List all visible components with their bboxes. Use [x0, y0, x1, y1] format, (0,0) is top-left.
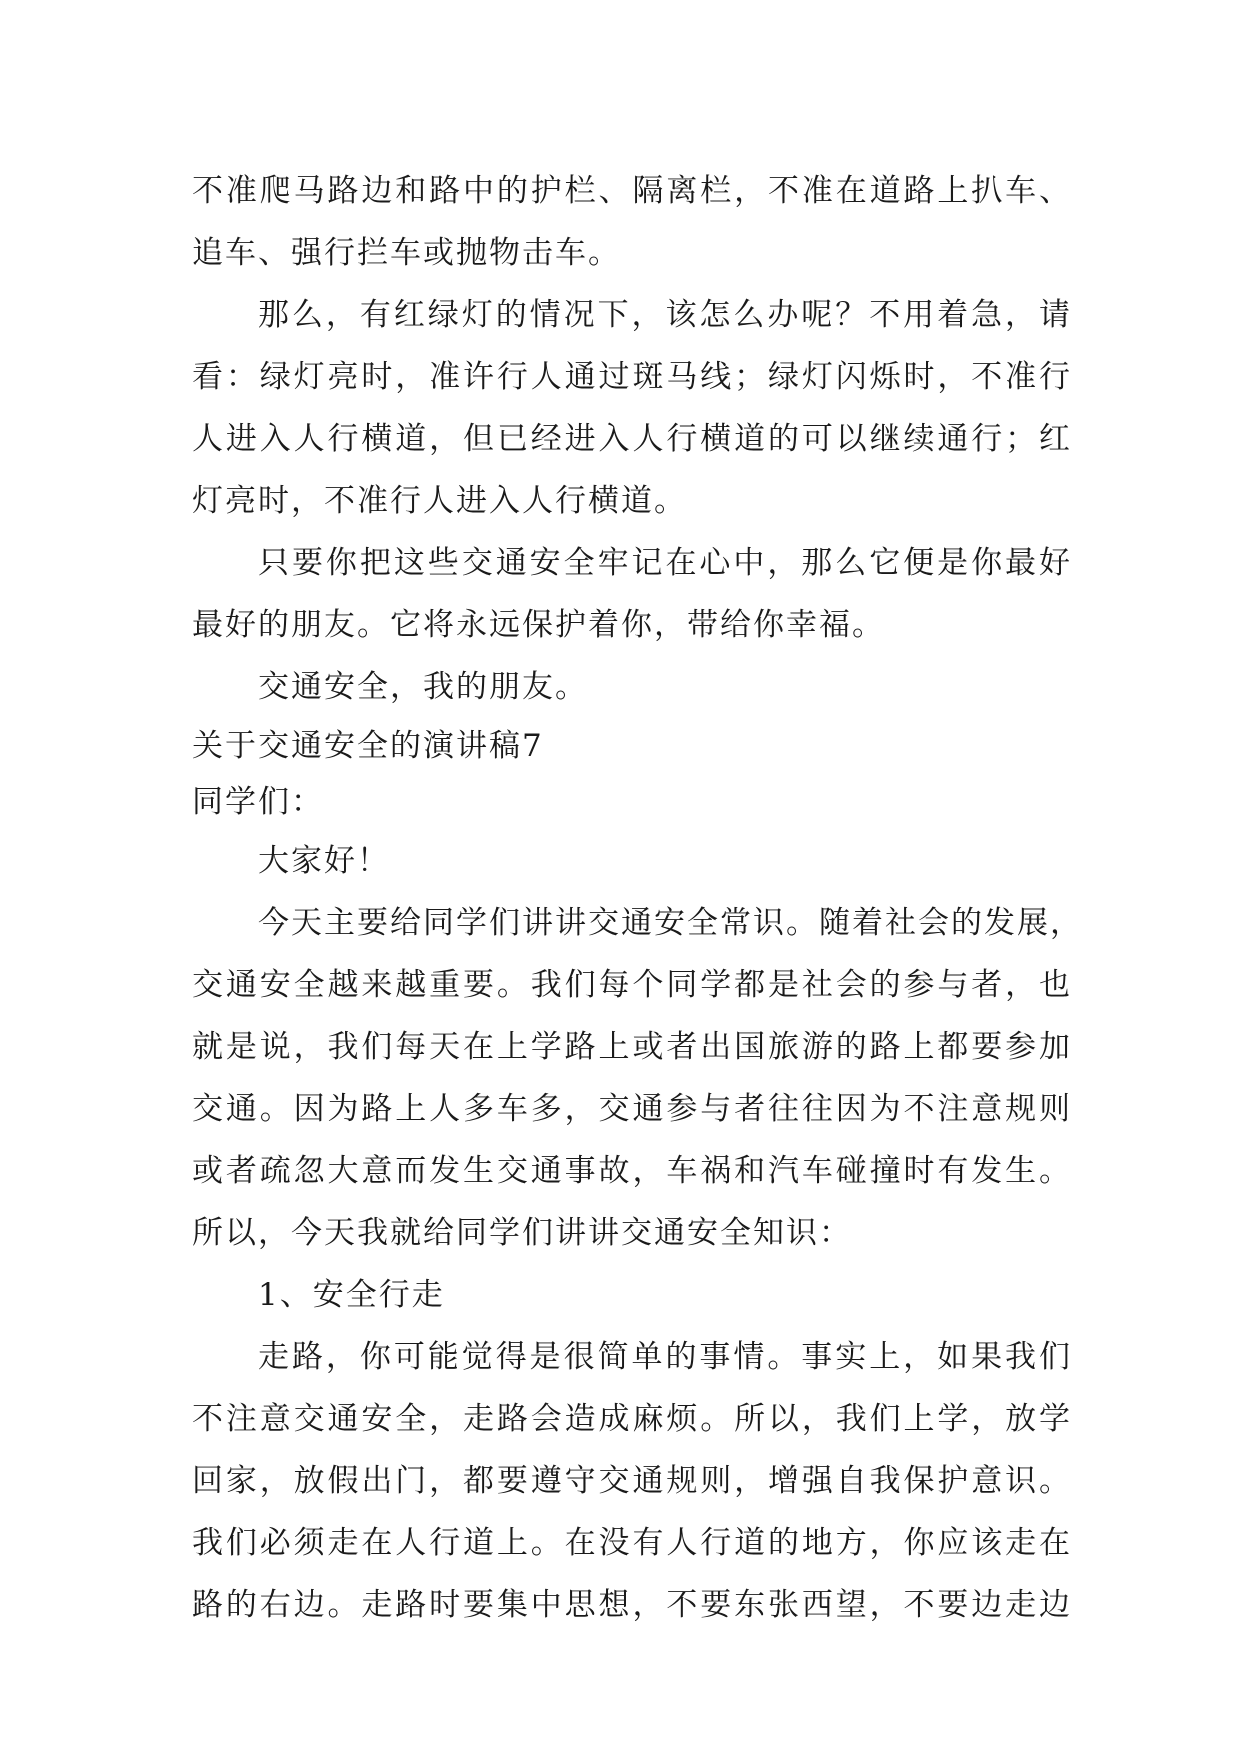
- text-line: 看：绿灯亮时，准许行人通过斑马线；绿灯闪烁时，不准行: [192, 359, 1072, 395]
- text-line: 交通。因为路上人多车多，交通参与者往往因为不注意规则: [192, 1091, 1072, 1127]
- text-line: 人进入人行横道，但已经进入人行横道的可以继续通行；红: [192, 421, 1072, 457]
- greeting: 大家好！: [258, 843, 390, 879]
- text-line: 那么，有红绿灯的情况下，该怎么办呢？不用着急，请: [258, 297, 1072, 333]
- section-heading: 关于交通安全的演讲稿7: [192, 728, 544, 764]
- text-line: 今天主要给同学们讲讲交通安全常识。随着社会的发展，: [258, 905, 1083, 941]
- text-line: 或者疏忽大意而发生交通事故，车祸和汽车碰撞时有发生。: [192, 1153, 1072, 1189]
- document-body: [192, 160, 1083, 1636]
- text-line: 交通安全，我的朋友。: [258, 669, 588, 705]
- text-line: 走路，你可能觉得是很简单的事情。事实上，如果我们: [258, 1339, 1072, 1375]
- numbered-subheading: 1、安全行走: [258, 1277, 445, 1313]
- text-line: 就是说，我们每天在上学路上或者出国旅游的路上都要参加: [192, 1029, 1072, 1065]
- text-line: 只要你把这些交通安全牢记在心中，那么它便是你最好: [258, 545, 1072, 581]
- text-line: 路的右边。走路时要集中思想，不要东张西望，不要边走边: [192, 1587, 1072, 1623]
- text-line: 所以，今天我就给同学们讲讲交通安全知识：: [192, 1215, 852, 1251]
- text-line: 我们必须走在人行道上。在没有人行道的地方，你应该走在: [192, 1525, 1072, 1561]
- text-line: 交通安全越来越重要。我们每个同学都是社会的参与者，也: [192, 967, 1072, 1003]
- text-line: 回家，放假出门，都要遵守交通规则，增强自我保护意识。: [192, 1463, 1072, 1499]
- text-line: 最好的朋友。它将永远保护着你，带给你幸福。: [192, 607, 885, 643]
- salutation: 同学们：: [192, 784, 324, 820]
- text-line: 追车、强行拦车或抛物击车。: [192, 235, 621, 271]
- text-line: 不准爬马路边和路中的护栏、隔离栏，不准在道路上扒车、: [192, 173, 1072, 209]
- text-line: 不注意交通安全，走路会造成麻烦。所以，我们上学，放学: [192, 1401, 1072, 1437]
- text-line: 灯亮时，不准行人进入人行横道。: [192, 483, 687, 519]
